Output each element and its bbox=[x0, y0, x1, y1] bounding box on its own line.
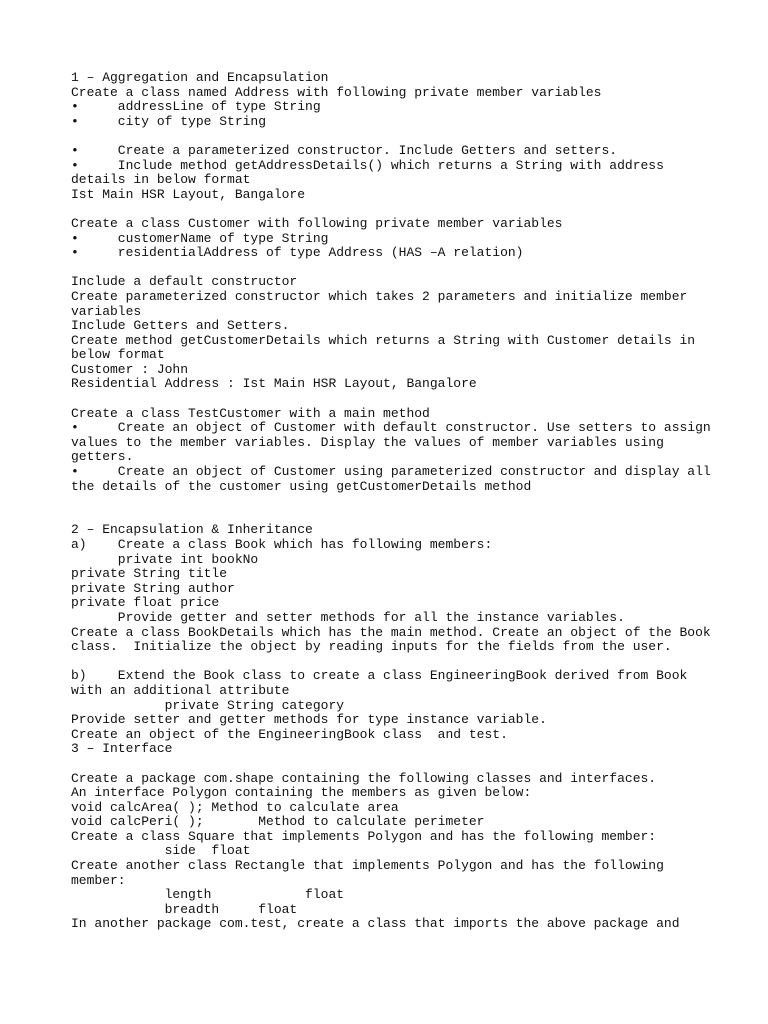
text-line: Provide setter and getter methods for type instance variable. bbox=[71, 712, 547, 728]
document-page bbox=[71, 70, 711, 932]
text-line: a) Create a class Book which has following members: bbox=[71, 537, 493, 552]
text-line bbox=[71, 655, 701, 670]
text-line: Include a default constructor bbox=[71, 274, 298, 290]
text-line: getters. bbox=[71, 449, 134, 465]
text-line: side float bbox=[71, 843, 251, 859]
text-line: Create a package com.shape containing the following classes and interfaces. bbox=[71, 770, 657, 786]
text-line: Create method getCustomerDetails which returns a String with Customer details in bbox=[71, 332, 696, 348]
text-line: Create parameterized constructor which takes 2 parameters and initialize member bbox=[71, 288, 688, 304]
text-line: Customer : John bbox=[71, 361, 189, 377]
text-line: • Create a parameterized constructor. Include Getters and setters. bbox=[71, 142, 618, 158]
text-line: An interface Polygon containing the members as given below: bbox=[71, 785, 532, 801]
text-line bbox=[71, 757, 701, 772]
text-line: Include Getters and Setters. bbox=[71, 318, 290, 334]
text-line: with an additional attribute bbox=[71, 682, 290, 698]
text-line: Create a class BookDetails which has the main method. Create an object of the Book bbox=[71, 624, 711, 640]
text-line bbox=[71, 494, 701, 509]
text-line: 2 – Encapsulation & Inheritance bbox=[71, 522, 313, 538]
text-line: • Create an object of Customer using parameterized constructor and display all bbox=[71, 464, 711, 480]
text-line: • Include method getAddressDetails() which returns a String with address bbox=[71, 157, 664, 173]
text-line: • residentialAddress of type Address (HAS –A relation) bbox=[71, 245, 524, 261]
text-line: Create a class named Address with following private member variables bbox=[71, 84, 602, 100]
text-line: Create a class TestCustomer with a main method bbox=[71, 405, 430, 421]
text-line bbox=[71, 202, 701, 217]
text-line: Provide getter and setter methods for all the instance variables. bbox=[71, 609, 625, 625]
text-line: Create a class Customer with following private member variables bbox=[71, 215, 563, 231]
text-line: details in below format bbox=[71, 172, 251, 188]
text-line: In another package com.test, create a class that imports the above package and bbox=[71, 916, 680, 932]
text-line: Create an object of the EngineeringBook class and test. bbox=[71, 726, 508, 742]
text-line: the details of the customer using getCustomerDetails method bbox=[71, 478, 532, 494]
text-line bbox=[71, 392, 701, 407]
text-line: private String category bbox=[71, 697, 345, 713]
text-line: void calcArea( ); Method to calculate area bbox=[71, 799, 399, 815]
text-line: b) Extend the Book class to create a class EngineeringBook derived from Book bbox=[71, 668, 688, 684]
text-line: Create another class Rectangle that implements Polygon and has the following bbox=[71, 858, 664, 874]
text-line: • customerName of type String bbox=[71, 230, 329, 246]
text-line: values to the member variables. Display the values of member variables using bbox=[71, 434, 664, 450]
text-line: class. Initialize the object by reading inputs for the fields from the user. bbox=[71, 639, 672, 655]
text-line: Create a class Square that implements Polygon and has the following member: bbox=[71, 828, 657, 844]
text-line: Ist Main HSR Layout, Bangalore bbox=[71, 186, 306, 202]
text-line: member: bbox=[71, 872, 126, 888]
text-line: private float price bbox=[71, 595, 220, 611]
text-line: private int bookNo bbox=[71, 551, 259, 567]
text-line bbox=[71, 509, 701, 524]
text-line: length float bbox=[71, 887, 345, 903]
text-line: • city of type String bbox=[71, 113, 267, 129]
text-line bbox=[71, 261, 701, 276]
text-line: breadth float bbox=[71, 901, 298, 917]
text-line: void calcPeri( ); Method to calculate perimeter bbox=[71, 814, 485, 830]
text-line: variables bbox=[71, 303, 142, 319]
text-line: • addressLine of type String bbox=[71, 99, 321, 115]
text-line: below format bbox=[71, 347, 165, 363]
text-line: 1 – Aggregation and Encapsulation bbox=[71, 70, 329, 85]
text-line: • Create an object of Customer with default constructor. Use setters to assign bbox=[71, 420, 711, 436]
text-line: 3 – Interface bbox=[71, 741, 173, 757]
text-line: private String author bbox=[71, 580, 235, 596]
text-line: private String title bbox=[71, 566, 228, 582]
text-line: Residential Address : Ist Main HSR Layout, Bangalore bbox=[71, 376, 477, 392]
text-line bbox=[71, 129, 701, 144]
